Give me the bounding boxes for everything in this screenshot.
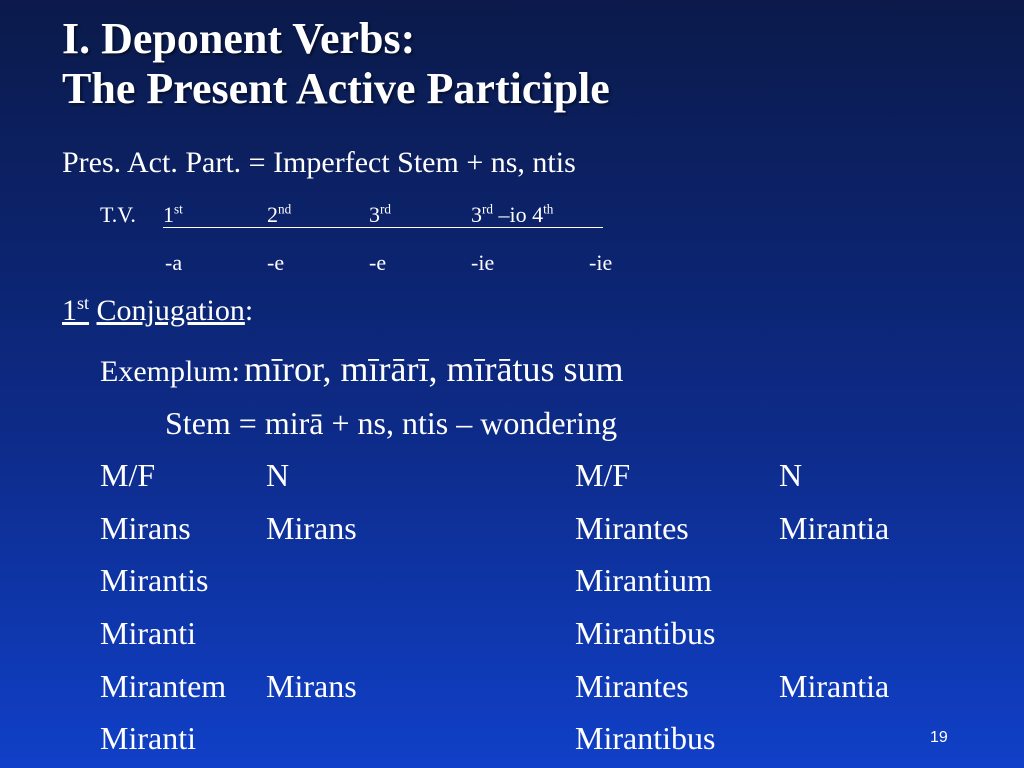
exemplum-principal-parts: mīror, mīrārī, mīrātus sum xyxy=(243,349,624,389)
conjugation-label: Conjugation xyxy=(96,294,245,327)
vowel-5: -ie xyxy=(589,250,613,275)
tv-col-2: 2nd xyxy=(267,201,292,227)
table-cell: Mirantibus xyxy=(575,615,716,651)
vowel-2: -e xyxy=(267,250,285,275)
table-cell: Mirantis xyxy=(100,562,209,598)
conjugation-number: 1st xyxy=(62,293,90,327)
table-cell: Mirans xyxy=(100,510,191,546)
vowel-1: -a xyxy=(165,250,183,275)
header-n-plural: N xyxy=(779,457,803,493)
exemplum-line xyxy=(100,349,623,389)
header-mf-plural: M/F xyxy=(575,457,631,493)
formula-line: Pres. Act. Part. = Imperfect Stem + ns, ntis xyxy=(62,146,576,179)
tv-label: T.V. xyxy=(100,202,136,227)
title-line-2: The Present Active Participle xyxy=(62,64,610,113)
tv-col-1: 1st xyxy=(163,201,183,227)
conjugation-colon: : xyxy=(244,294,254,327)
slide-title xyxy=(62,14,610,114)
vowel-3: -e xyxy=(369,250,387,275)
stem-line: Stem = mirā + ns, ntis – wondering xyxy=(165,405,618,441)
table-cell: Miranti xyxy=(100,720,196,756)
page-number: 19 xyxy=(930,729,948,746)
header-n-singular: N xyxy=(266,457,290,493)
table-cell: Miranti xyxy=(100,615,196,651)
exemplum-label: Exemplum: xyxy=(100,355,240,388)
tv-underline xyxy=(163,227,603,228)
tv-underline-row xyxy=(163,202,603,230)
conjugation-heading xyxy=(62,294,253,328)
table-cell: Mirantium xyxy=(575,562,712,598)
table-cell: Mirantia xyxy=(779,510,890,546)
table-cell: Mirantes xyxy=(575,510,689,546)
table-cell: Mirantia xyxy=(779,668,890,704)
table-cell: Mirantes xyxy=(575,668,689,704)
table-cell: Mirantibus xyxy=(575,720,716,756)
table-cell: Mirantem xyxy=(100,668,227,704)
table-cell: Mirans xyxy=(266,510,357,546)
vowel-4: -ie xyxy=(471,250,495,275)
tv-col-3: 3rd xyxy=(369,201,391,227)
header-mf-singular: M/F xyxy=(100,457,156,493)
table-cell: Mirans xyxy=(266,668,357,704)
title-line-1: I. Deponent Verbs: xyxy=(62,14,416,63)
tv-col-4: 3rd –io 4th xyxy=(471,201,554,227)
